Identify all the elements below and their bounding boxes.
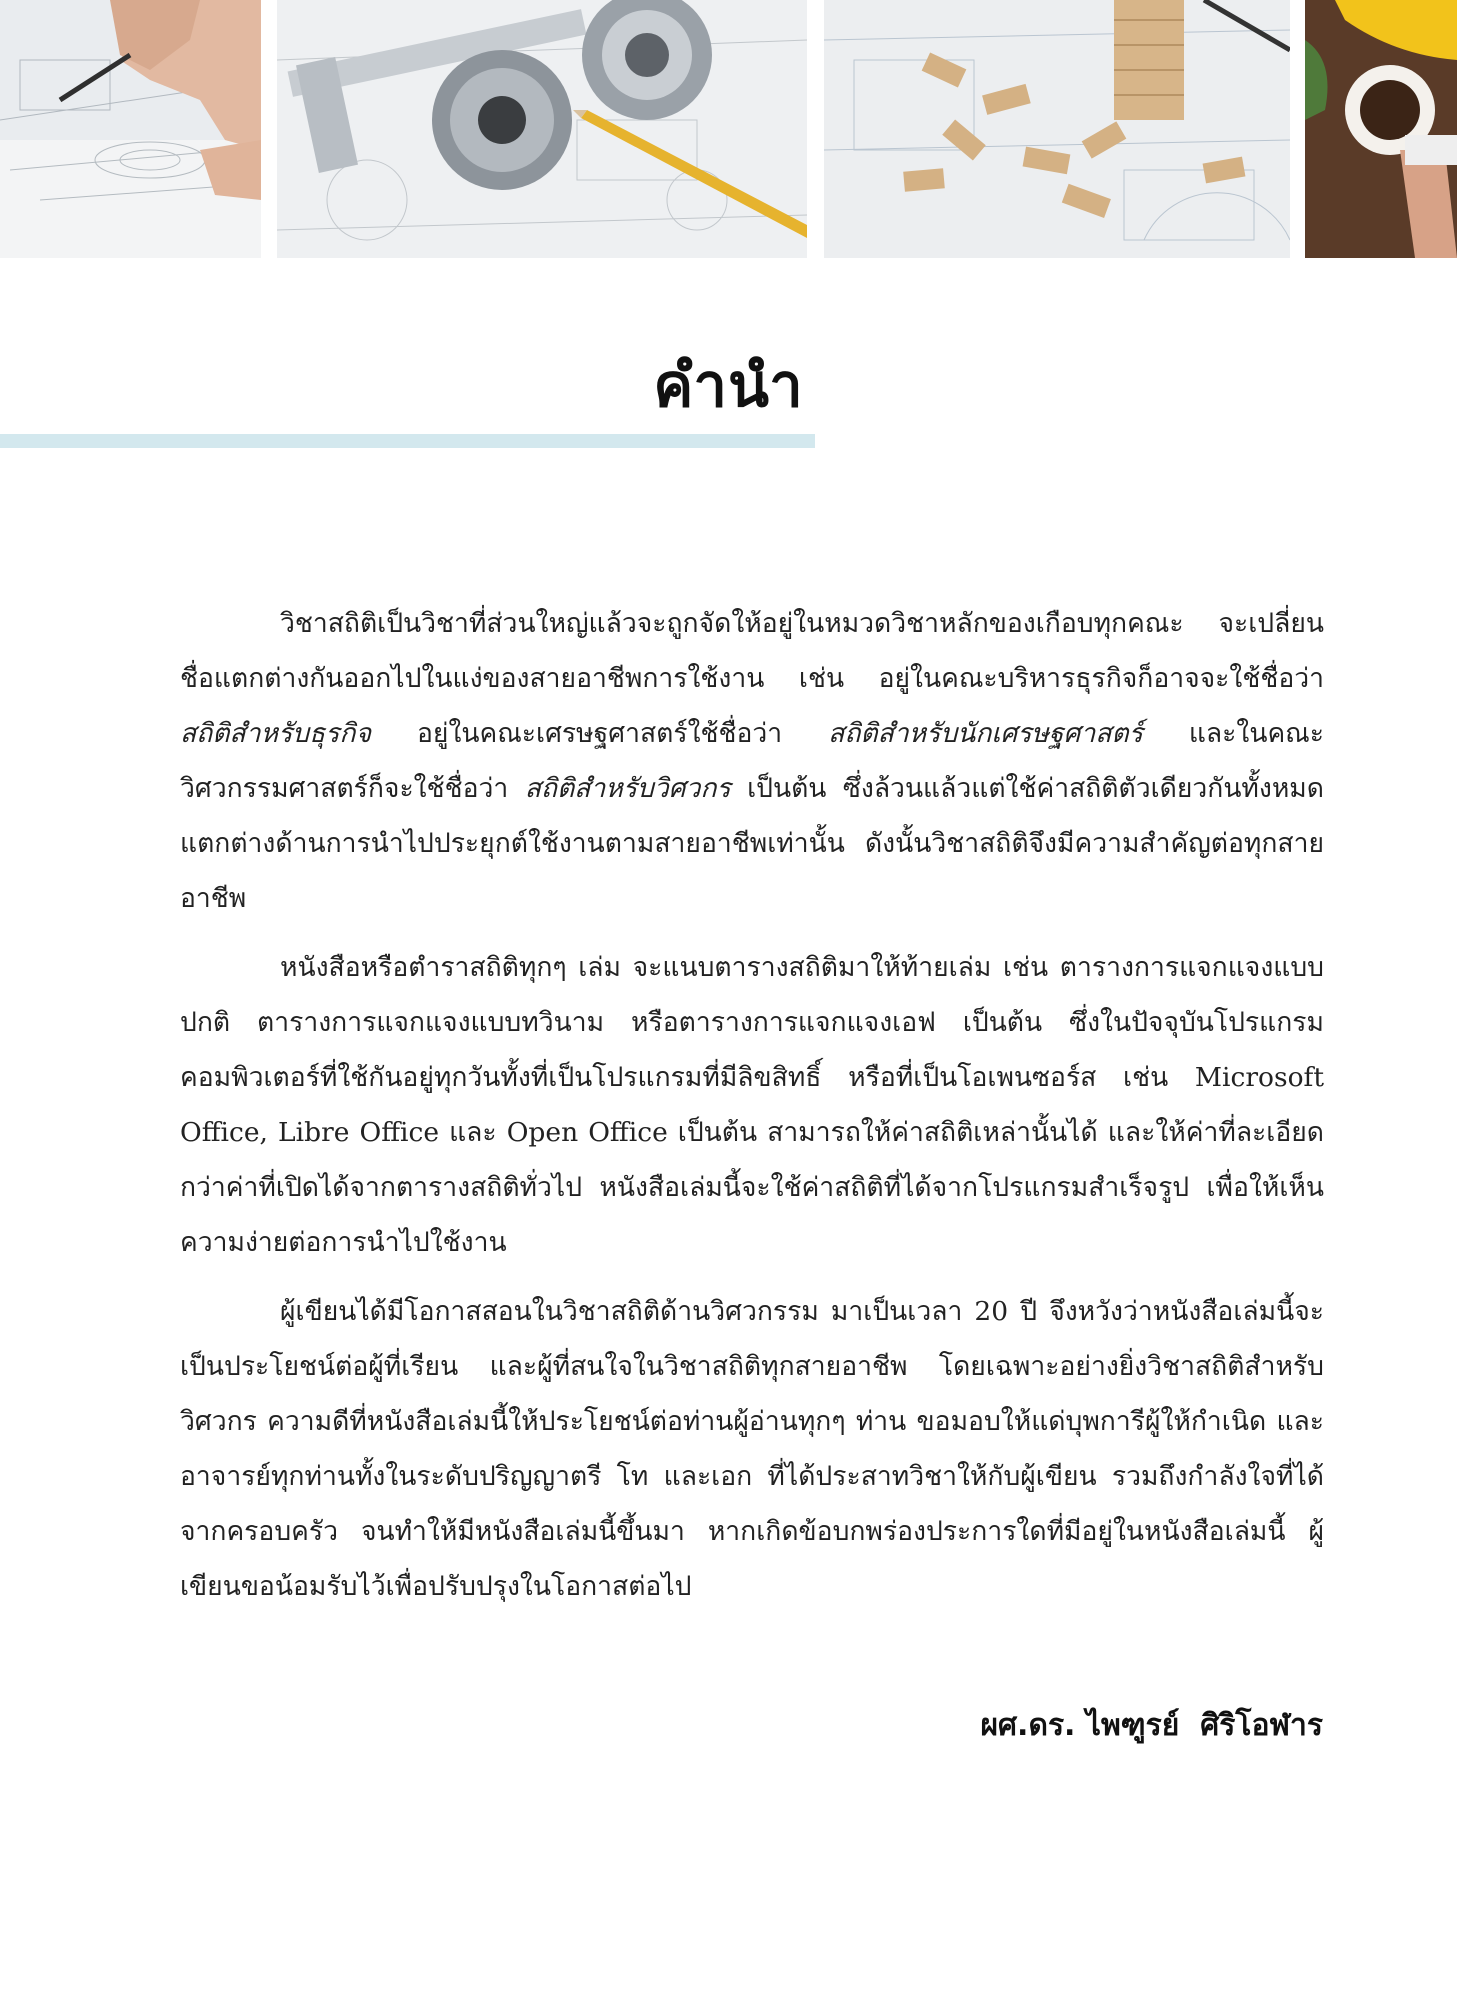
paragraph-2: หนังสือหรือตำราสถิติทุกๆ เล่ม จะแนบตารางสถิติมาให้ท้ายเล่ม เช่น ตารางการแจกแจงแบบปกติ ตารางการแจกแจงแบบทวินาม หรือตารางการแจกแจงเอฟ เป็นต้น ซึ่งในปัจจุบันโปรแกรมคอมพิวเตอร์ที่ใช้กันอยู่ทุกวันทั้งที่เป็นโปรแกรมที่มีลิขสิทธิ์ หรือที่เป็นโอเพนซอร์ส เช่น Microsoft Office, Libre Office และ Open Office เป็นต้น สามารถให้ค่าสถิติเหล่านั้นได้ และให้ค่าที่ละเอียดกว่าค่าที่เปิดได้จากตารางสถิติทั่วไป หนังสือเล่มนี้จะใช้ค่าสถิติที่ได้จากโปรแกรมสำเร็จรูป เพื่อให้เห็นความง่ายต่อการนำไปใช้งาน [180, 952, 1324, 1258]
preface-body [180, 596, 1324, 1628]
title-underline [0, 434, 815, 448]
coffee-cup-hardhat-photo [1305, 0, 1457, 258]
book-title-business: สถิติสำหรับธุรกิจ [180, 718, 371, 749]
paragraph-1-text-a: วิชาสถิติเป็นวิชาที่ส่วนใหญ่แล้วจะถูกจัดให้อยู่ในหมวดวิชาหลักของเกือบทุกคณะ จะเปลี่ยนชื่อแตกต่างกันออกไปในแง่ของสายอาชีพการใช้งาน เช่น อยู่ในคณะบริหารธุรกิจก็อาจจะใช้ชื่อว่า [180, 608, 1324, 694]
banner [0, 0, 1457, 258]
paragraph-1-text-d: เป็นต้น ซึ่งล้วนแล้วแต่ใช้ค่าสถิติตัวเดียวกันทั้งหมด แตกต่างด้านการนำไปประยุกต์ใช้งานตามสายอาชีพเท่านั้น ดังนั้นวิชาสถิติจึงมีความสำคัญต่อทุกสายอาชีพ [180, 773, 1324, 914]
paragraph-3: ผู้เขียนได้มีโอกาสสอนในวิชาสถิติด้านวิศวกรรม มาเป็นเวลา 20 ปี จึงหวังว่าหนังสือเล่มนี้จะเป็นประโยชน์ต่อผู้ที่เรียน และผู้ที่สนใจในวิชาสถิติทุกสายอาชีพ โดยเฉพาะอย่างยิ่งวิชาสถิติสำหรับวิศวกร ความดีที่หนังสือเล่มนี้ให้ประโยชน์ต่อท่านผู้อ่านทุกๆ ท่าน ขอมอบให้แด่บุพการีผู้ให้กำเนิด และอาจารย์ทุกท่านทั้งในระดับปริญญาตรี โท และเอก ที่ได้ประสาทวิชาให้กับผู้เขียน รวมถึงกำลังใจที่ได้จากครอบครัว จนทำให้มีหนังสือเล่มนี้ขึ้นมา หากเกิดข้อบกพร่องประการใดที่มีอยู่ในหนังสือเล่มนี้ ผู้เขียนขอน้อมรับไว้เพื่อปรับปรุงในโอกาสต่อไป [180, 1296, 1324, 1602]
paragraph-1 [180, 596, 1324, 926]
paragraph-1-text-c: และในคณะวิศวกรรมศาสตร์ก็จะใช้ชื่อว่า [180, 718, 1324, 804]
page-title: คำนำ [653, 351, 804, 421]
hand-drawing-blueprint-photo [0, 0, 261, 258]
author-signature: ผศ.ดร. ไพฑูรย์ ศิริโอฬาร [980, 1708, 1323, 1743]
paragraph-1-text-b: อยู่ในคณะเศรษฐศาสตร์ใช้ชื่อว่า [371, 718, 829, 749]
book-title-engineer: สถิติสำหรับวิศวกร [524, 773, 731, 804]
book-title-economist: สถิติสำหรับนักเศรษฐศาสตร์ [828, 718, 1143, 749]
wooden-blocks-on-plans-photo [824, 0, 1290, 258]
gears-caliper-pencil-photo [277, 0, 807, 258]
